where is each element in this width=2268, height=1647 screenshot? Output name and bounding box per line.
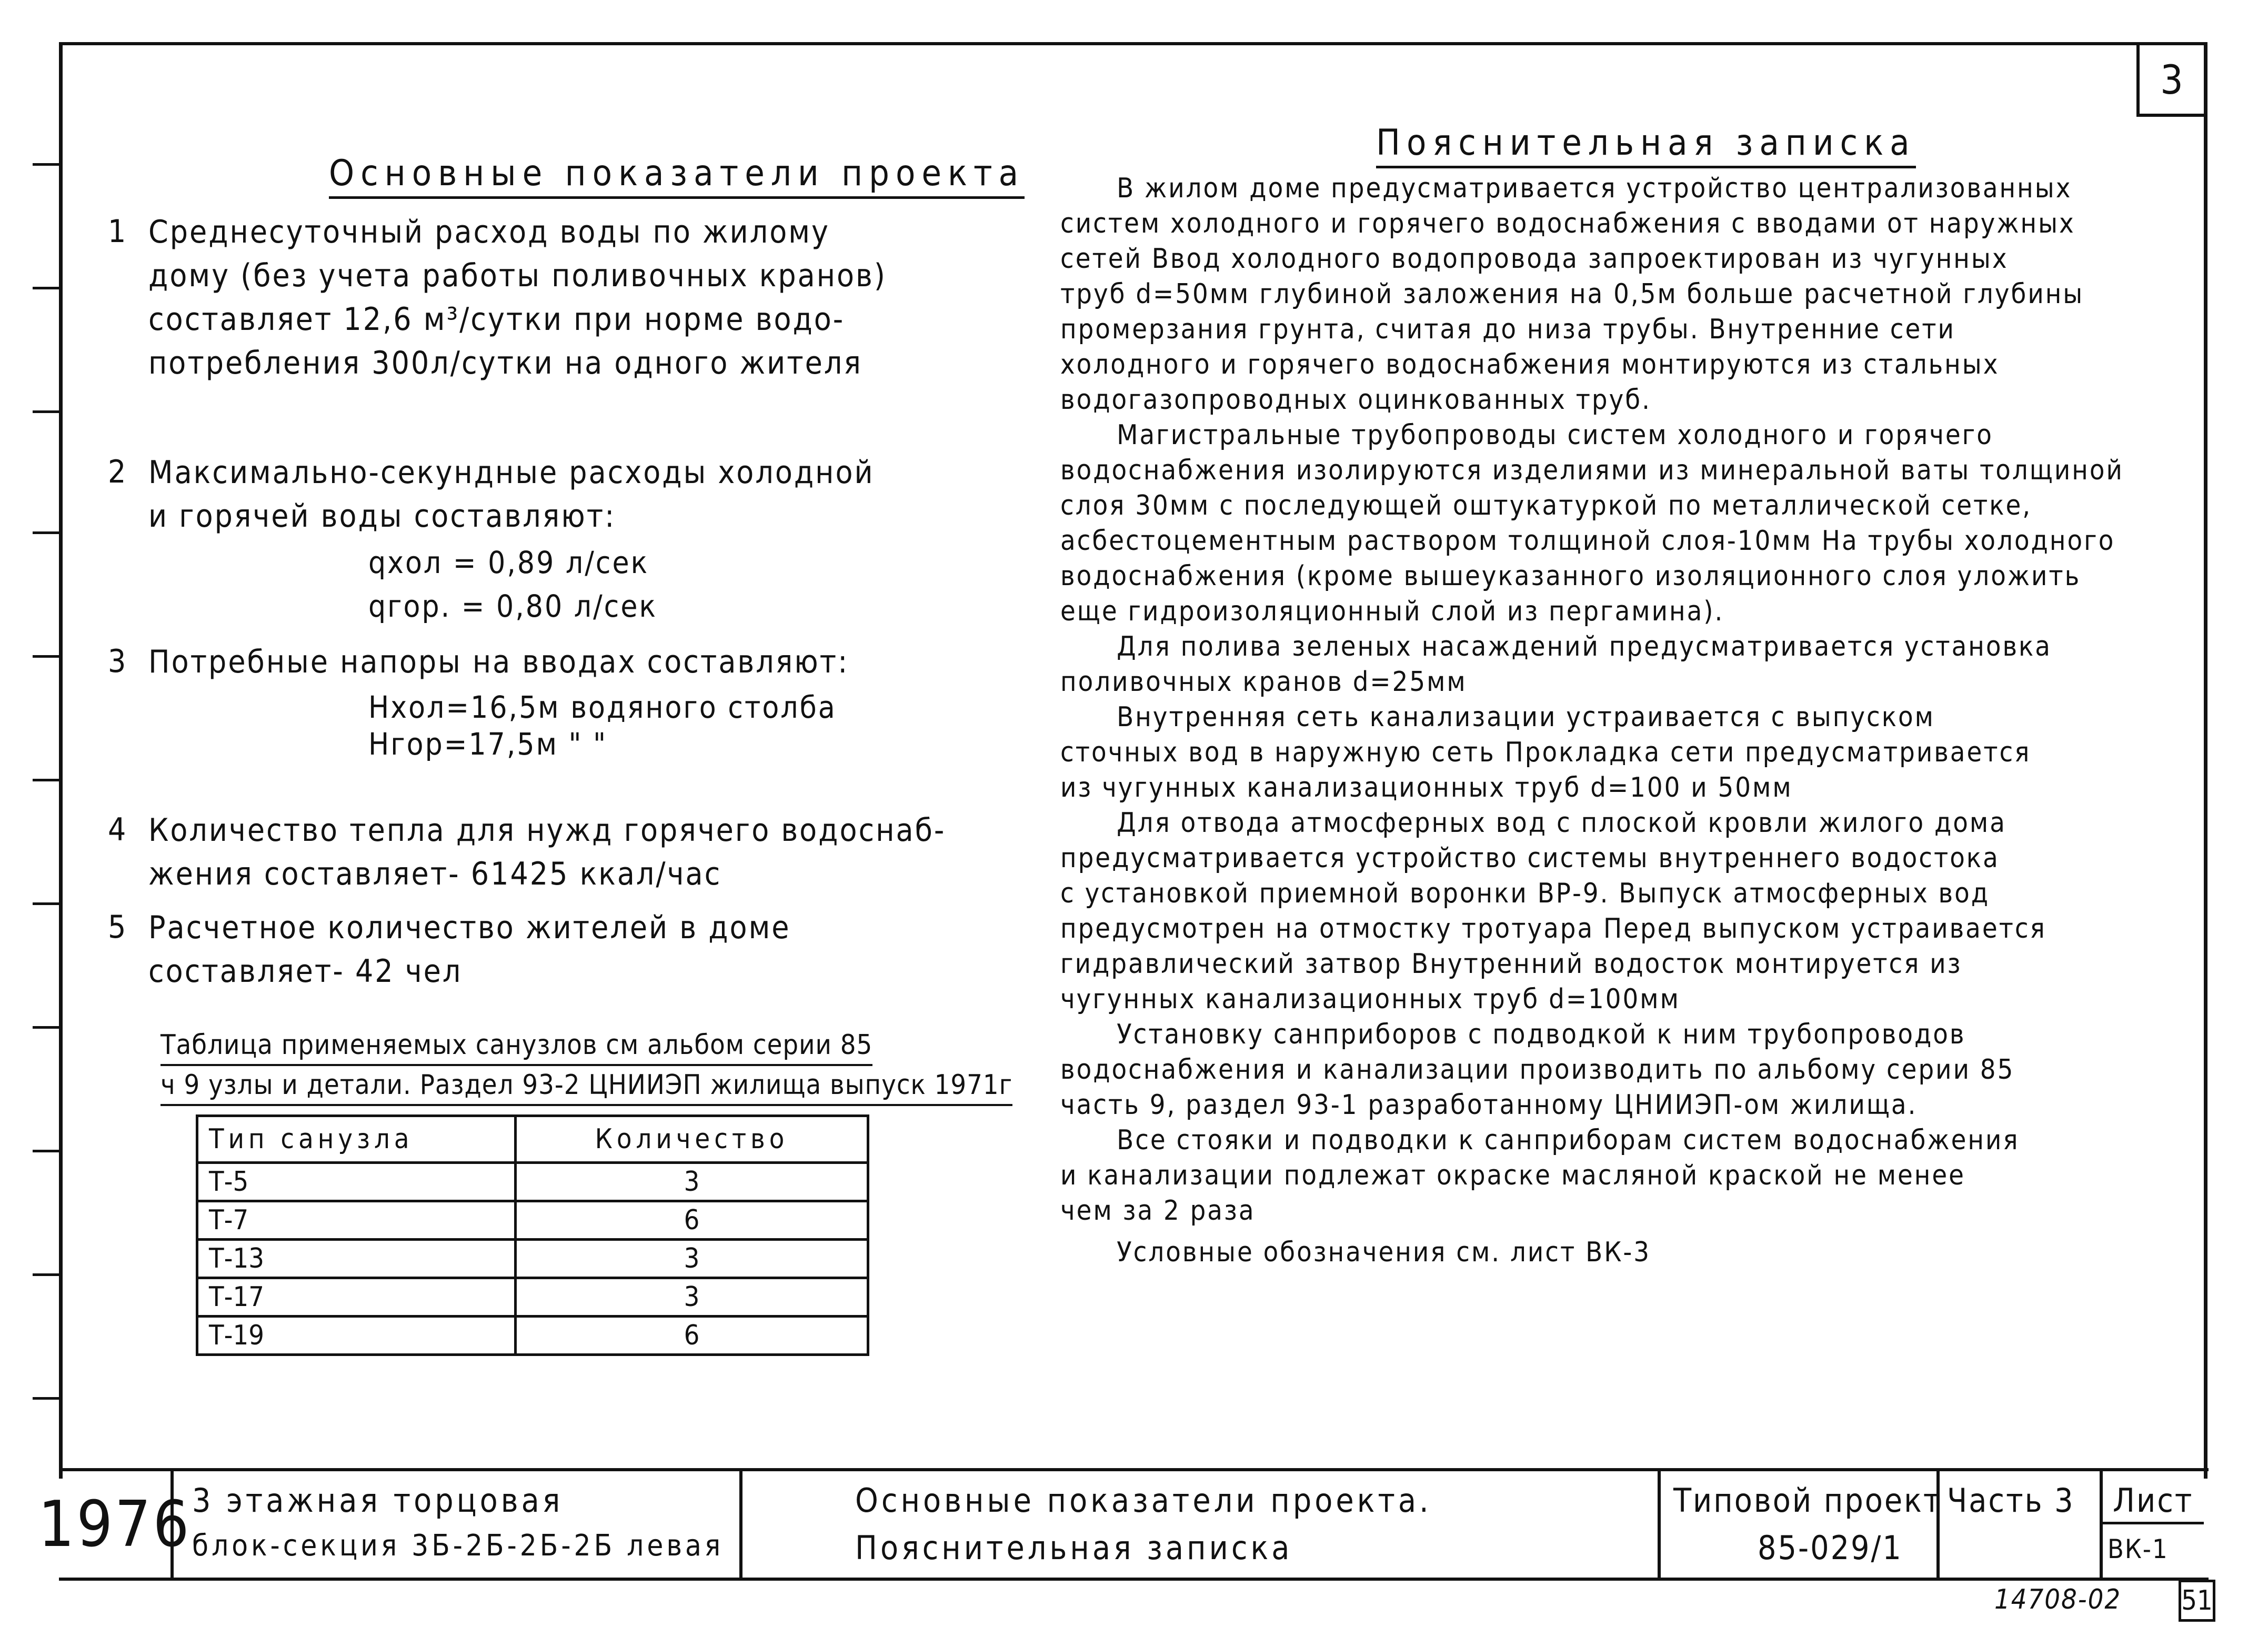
table-row <box>197 1163 868 1201</box>
margin-tick <box>33 655 60 658</box>
quantity-cell: 6 <box>516 1201 868 1240</box>
item-line: Среднесуточный расход воды по жилому <box>148 214 830 250</box>
margin-tick <box>33 1273 60 1276</box>
project-label: Типовой проект <box>1673 1481 1942 1520</box>
title-block-divider <box>739 1468 742 1578</box>
item-4-text <box>148 809 946 896</box>
unit-type-cell: Т-17 <box>197 1278 516 1317</box>
item-line: дому (без учета работы поливочных кранов) <box>148 257 887 294</box>
part-label: Часть 3 <box>1947 1481 2075 1520</box>
column-header: Количество <box>516 1116 868 1163</box>
item-line: жения составляет- 61425 ккал/час <box>148 856 722 892</box>
sheet-number: 3 <box>2136 45 2204 117</box>
note-line: с установкой приемной воронки ВР-9. Выпуск атмосферных вод <box>1060 878 1990 909</box>
item-5-text <box>148 906 791 993</box>
unit-type-cell: Т-5 <box>197 1163 516 1201</box>
item-number: 1 <box>108 213 126 250</box>
title-block-divider <box>170 1468 174 1578</box>
table-row <box>197 1278 868 1317</box>
item-number: 4 <box>108 811 126 848</box>
unit-type-cell: Т-13 <box>197 1240 516 1278</box>
note-line: систем холодного и горячего водоснабжения с вводами от наружных <box>1060 208 2075 239</box>
column-header: Тип санузла <box>197 1116 516 1163</box>
q-hot-formula: qгор. = 0,80 л/сек <box>368 588 658 624</box>
margin-tick <box>33 163 60 166</box>
frame-top-border <box>59 42 2206 45</box>
item-line: Максимально-секундные расходы холодной <box>148 454 875 491</box>
title-block-top-border <box>59 1468 2209 1471</box>
title-block-divider <box>1936 1468 1940 1578</box>
margin-tick <box>33 1397 60 1400</box>
note-line: чугунных канализационных труб d=100мм <box>1060 983 1680 1015</box>
margin-tick <box>33 410 60 413</box>
margin-tick <box>33 531 60 534</box>
margin-tick <box>33 1026 60 1029</box>
item-2-text <box>148 451 875 538</box>
note-line: гидравлический затвор Внутренний водосток монтируется из <box>1060 948 1962 980</box>
q-cold-formula: qхол = 0,89 л/сек <box>368 545 649 580</box>
year: 1976 <box>38 1488 192 1561</box>
sheet-title-1: Основные показатели проекта. <box>855 1481 1432 1520</box>
page-number: 51 <box>2179 1580 2215 1622</box>
note-line: холодного и горячего водоснабжения монтируются из стальных <box>1060 349 2000 380</box>
margin-tick <box>33 779 60 781</box>
note-line: В жилом доме предусматривается устройство централизованных <box>1060 173 2072 204</box>
note-line: промерзания грунта, считая до низа трубы. Внутренние сети <box>1060 314 1955 345</box>
note-line: предусмотрен на отмостку тротуара Перед выпуском устраивается <box>1060 913 2046 945</box>
title-block-divider <box>1658 1468 1661 1578</box>
note-line: водоснабжения изолируются изделиями из минеральной ваты толщиной <box>1060 455 2124 486</box>
unit-type-cell: Т-7 <box>197 1201 516 1240</box>
note-line: еще гидроизоляционный слой из пергамина). <box>1060 596 1724 627</box>
building-line-1: 3 этажная торцовая <box>192 1481 564 1520</box>
note-line: водоснабжения и канализации производить по альбому серии 85 <box>1060 1054 2015 1086</box>
frame-bottom-border <box>59 1578 2209 1581</box>
note-line: Условные обозначения см. лист ВК-3 <box>1060 1237 1651 1268</box>
item-line: Расчетное количество жителей в доме <box>148 909 791 946</box>
table-header-row <box>197 1116 868 1163</box>
item-1-text <box>148 210 887 385</box>
item-line: Количество тепла для нужд горячего водоснаб- <box>148 812 946 849</box>
frame-right-border <box>2204 42 2207 1479</box>
quantity-cell: 6 <box>516 1317 868 1355</box>
note-line: чем за 2 раза <box>1060 1195 1256 1227</box>
note-line: Все стояки и подводки к санприборам систем водоснабжения <box>1060 1124 2020 1156</box>
note-line: асбестоцементным раствором толщиной слоя-10мм На трубы холодного <box>1060 525 2115 557</box>
item-line: потребления 300л/сутки на одного жителя <box>148 345 862 381</box>
note-line: и канализации подлежат окраске масляной краской не менее <box>1060 1160 1965 1191</box>
frame-left-border <box>59 42 63 1479</box>
table-row <box>197 1317 868 1355</box>
item-3-text <box>148 640 849 684</box>
note-line: слоя 30мм с последующей оштукатуркой по металлической сетке, <box>1060 490 2032 521</box>
item-number: 3 <box>108 643 126 680</box>
margin-tick <box>33 902 60 905</box>
note-line: часть 9, раздел 93-1 разработанному ЦНИИЭП-ом жилища. <box>1060 1089 1918 1121</box>
unit-type-cell: Т-19 <box>197 1317 516 1355</box>
sheet-cell-divider <box>2103 1522 2204 1524</box>
note-line: поливочных кранов d=25мм <box>1060 666 1467 698</box>
note-line: водоснабжения (кроме вышеуказанного изоляционного слоя уложить <box>1060 560 2081 592</box>
note-line: труб d=50мм глубиной заложения на 0,5м больше расчетной глубины <box>1060 278 2084 310</box>
quantity-cell: 3 <box>516 1278 868 1317</box>
note-line: Внутренняя сеть канализации устраивается с выпуском <box>1060 701 1935 733</box>
left-heading: Основные показатели проекта <box>329 153 1025 199</box>
note-line: Магистральные трубопроводы систем холодного и горячего <box>1060 419 1993 451</box>
margin-tick <box>33 1150 60 1152</box>
note-line: предусматривается устройство системы внутреннего водостока <box>1060 842 2000 874</box>
item-line: Потребные напоры на вводах составляют: <box>148 644 849 680</box>
note-line: водогазопроводных оцинкованных труб. <box>1060 384 1651 416</box>
note-line: Для полива зеленых насаждений предусматривается установка <box>1060 631 2052 662</box>
margin-tick <box>33 287 60 289</box>
note-line: сетей Ввод холодного водопровода запроектирован из чугунных <box>1060 243 2009 275</box>
h-hot-formula: Нгор=17,5м " " <box>368 726 608 762</box>
table-caption-line: ч 9 узлы и детали. Раздел 93-2 ЦНИИЭП жилища выпуск 1971г <box>160 1066 1012 1106</box>
table-caption <box>160 1026 1012 1106</box>
item-line: и горячей воды составляют: <box>148 498 616 535</box>
building-line-2: блок-секция 3Б-2Б-2Б-2Б левая <box>192 1529 724 1563</box>
sheet-label: Лист <box>2113 1481 2194 1520</box>
sheet-title-2: Пояснительная записка <box>855 1529 1293 1567</box>
quantity-cell: 3 <box>516 1163 868 1201</box>
table-caption-line: Таблица применяемых санузлов см альбом серии 85 <box>160 1026 872 1066</box>
right-heading: Пояснительная записка <box>1376 122 1916 168</box>
sanitary-units-table <box>196 1114 869 1356</box>
archive-number: 14708-02 <box>1994 1584 2122 1615</box>
project-code: 85-029/1 <box>1758 1529 1903 1567</box>
quantity-cell: 3 <box>516 1240 868 1278</box>
table-row <box>197 1201 868 1240</box>
note-line: из чугунных канализационных труб d=100 и 50мм <box>1060 772 1793 804</box>
sheet-code: ВК-1 <box>2108 1534 2169 1564</box>
explanatory-note-body <box>1060 171 2124 1270</box>
table-row <box>197 1240 868 1278</box>
item-line: составляет- 42 чел <box>148 953 463 990</box>
h-cold-formula: Нхол=16,5м водяного столба <box>368 689 837 725</box>
item-number: 5 <box>108 909 126 946</box>
item-number: 2 <box>108 454 126 490</box>
item-line: составляет 12,6 м³/сутки при норме водо- <box>148 301 845 338</box>
note-line: Для отвода атмосферных вод с плоской кровли жилого дома <box>1060 807 2006 839</box>
note-line: Установку санприборов с подводкой к ним трубопроводов <box>1060 1019 1966 1050</box>
note-line: сточных вод в наружную сеть Прокладка сети предусматривается <box>1060 737 2031 768</box>
